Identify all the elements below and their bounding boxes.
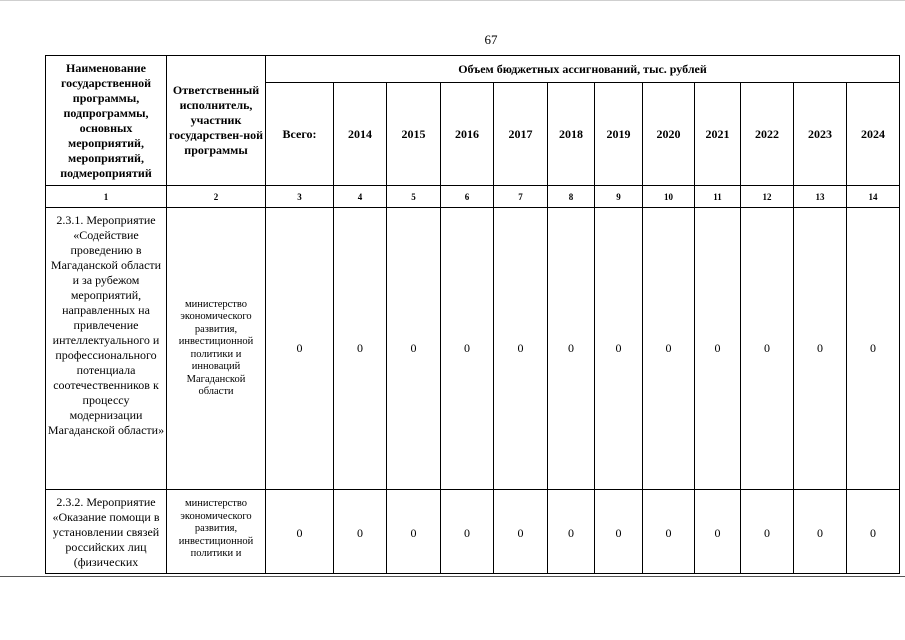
executor-name: министерство экономического развития, инвестиционной политики и инноваций Магаданской области — [167, 208, 266, 490]
column-number: 8 — [548, 186, 595, 208]
header-year: 2021 — [695, 83, 741, 186]
value-year: 0 — [695, 208, 741, 490]
column-number: 14 — [847, 186, 900, 208]
activity-name: 2.3.1. Мероприятие «Содействие проведению в Магаданской области и за рубежом мероприятий, направленных на привлечение интеллектуального и профессионального потенциала соотечественников к процессу модернизации Магаданской области» — [46, 208, 167, 490]
value-year: 0 — [741, 490, 794, 574]
header-program-name: Наименование государственной программы, подпрограммы, основных мероприятий, мероприятий, подмероприятий — [46, 56, 167, 186]
header-year: 2020 — [643, 83, 695, 186]
table-row — [46, 208, 900, 490]
value-year: 0 — [695, 490, 741, 574]
column-number: 6 — [441, 186, 494, 208]
column-number: 12 — [741, 186, 794, 208]
header-year: 2014 — [334, 83, 387, 186]
value-year: 0 — [441, 208, 494, 490]
header-year: 2017 — [494, 83, 548, 186]
header-executor: Ответственный исполнитель, участник государствен-ной программы — [167, 56, 266, 186]
header-budget-title: Объем бюджетных ассигнований, тыс. рублей — [266, 56, 900, 83]
column-number: 10 — [643, 186, 695, 208]
value-year: 0 — [794, 208, 847, 490]
header-year: 2016 — [441, 83, 494, 186]
column-number: 11 — [695, 186, 741, 208]
activity-name: 2.3.2. Мероприятие «Оказание помощи в установлении связей российских лиц (физических — [46, 490, 167, 574]
column-number: 13 — [794, 186, 847, 208]
table-row — [46, 490, 900, 574]
column-number: 1 — [46, 186, 167, 208]
header-year: 2018 — [548, 83, 595, 186]
header-total: Всего: — [266, 83, 334, 186]
value-year: 0 — [494, 208, 548, 490]
value-year: 0 — [334, 490, 387, 574]
value-year: 0 — [494, 490, 548, 574]
column-number: 5 — [387, 186, 441, 208]
header-year: 2023 — [794, 83, 847, 186]
column-number: 2 — [167, 186, 266, 208]
value-year: 0 — [334, 208, 387, 490]
value-total: 0 — [266, 490, 334, 574]
value-total: 0 — [266, 208, 334, 490]
executor-name: министерство экономического развития, инвестиционной политики и — [167, 490, 266, 574]
header-year: 2022 — [741, 83, 794, 186]
value-year: 0 — [643, 208, 695, 490]
header-year: 2024 — [847, 83, 900, 186]
value-year: 0 — [643, 490, 695, 574]
column-number: 4 — [334, 186, 387, 208]
value-year: 0 — [847, 208, 900, 490]
column-number: 9 — [595, 186, 643, 208]
scan-edge-bottom — [0, 576, 905, 577]
value-year: 0 — [548, 208, 595, 490]
header-year: 2019 — [595, 83, 643, 186]
header-year: 2015 — [387, 83, 441, 186]
value-year: 0 — [387, 208, 441, 490]
value-year: 0 — [595, 208, 643, 490]
value-year: 0 — [441, 490, 494, 574]
column-number: 7 — [494, 186, 548, 208]
column-number: 3 — [266, 186, 334, 208]
value-year: 0 — [794, 490, 847, 574]
page-number: 67 — [484, 32, 498, 47]
value-year: 0 — [847, 490, 900, 574]
value-year: 0 — [548, 490, 595, 574]
value-year: 0 — [741, 208, 794, 490]
value-year: 0 — [387, 490, 441, 574]
scan-edge-top — [0, 0, 905, 1]
value-year: 0 — [595, 490, 643, 574]
budget-table — [45, 55, 900, 574]
